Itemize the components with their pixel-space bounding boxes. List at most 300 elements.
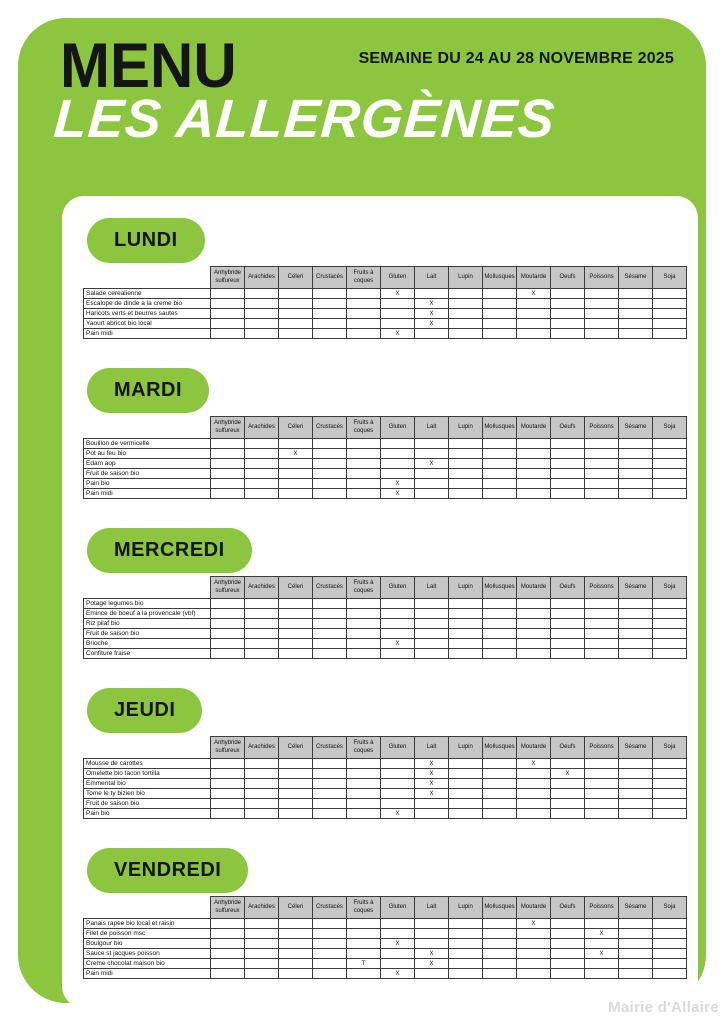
allergen-mark-cell: [517, 459, 551, 469]
day-badge: LUNDI: [87, 218, 205, 263]
dish-name-cell: Mousse de carottes: [84, 759, 211, 769]
allergen-mark-cell: [619, 469, 653, 479]
allergen-mark-cell: [347, 489, 381, 499]
dish-header-cell: [84, 577, 211, 599]
allergen-mark-cell: [415, 639, 449, 649]
allergen-mark-cell: [619, 459, 653, 469]
allergen-header-cell: Sésame: [619, 897, 653, 919]
allergen-mark-cell: [347, 609, 381, 619]
allergen-mark-cell: X: [415, 949, 449, 959]
allergen-mark-cell: [211, 649, 245, 659]
allergen-mark-cell: [551, 779, 585, 789]
allergen-mark-cell: [619, 599, 653, 609]
allergen-mark-cell: [279, 759, 313, 769]
allergen-mark-cell: [585, 459, 619, 469]
allergen-mark-cell: [483, 289, 517, 299]
allergen-mark-cell: [211, 919, 245, 929]
allergen-mark-cell: [279, 319, 313, 329]
allergen-header-cell: Fruits à coques: [347, 267, 381, 289]
allergen-mark-cell: [415, 809, 449, 819]
allergen-table: [83, 576, 687, 659]
allergen-mark-cell: [381, 619, 415, 629]
allergen-mark-cell: [211, 629, 245, 639]
allergen-mark-cell: [483, 649, 517, 659]
allergen-mark-cell: [381, 449, 415, 459]
allergen-header-cell: Mollusques: [483, 897, 517, 919]
allergen-mark-cell: [347, 629, 381, 639]
dish-header-cell: [84, 737, 211, 759]
allergen-mark-cell: [483, 939, 517, 949]
allergen-mark-cell: [619, 439, 653, 449]
allergen-mark-cell: [483, 809, 517, 819]
allergen-mark-cell: [381, 599, 415, 609]
allergen-mark-cell: [313, 329, 347, 339]
allergen-mark-cell: [483, 639, 517, 649]
allergen-mark-cell: [449, 779, 483, 789]
dish-row: [84, 289, 687, 299]
allergen-table: [83, 416, 687, 499]
allergen-mark-cell: [245, 809, 279, 819]
allergen-mark-cell: [313, 779, 347, 789]
allergen-mark-cell: [313, 759, 347, 769]
allergen-mark-cell: [245, 329, 279, 339]
allergen-mark-cell: [551, 799, 585, 809]
allergen-mark-cell: [381, 609, 415, 619]
day-section-vendredi: [83, 848, 698, 979]
allergen-mark-cell: [415, 329, 449, 339]
allergen-mark-cell: X: [415, 779, 449, 789]
allergen-mark-cell: [279, 299, 313, 309]
allergen-mark-cell: [551, 959, 585, 969]
allergen-mark-cell: [653, 459, 687, 469]
allergen-mark-cell: [619, 949, 653, 959]
allergen-mark-cell: [279, 939, 313, 949]
allergen-header-cell: Oeufs: [551, 897, 585, 919]
allergen-header-cell: Lait: [415, 267, 449, 289]
allergen-mark-cell: [619, 319, 653, 329]
allergen-mark-cell: [211, 299, 245, 309]
allergen-mark-cell: [483, 629, 517, 639]
allergen-header-cell: Arachides: [245, 267, 279, 289]
allergen-header-cell: Lait: [415, 417, 449, 439]
allergen-mark-cell: [483, 439, 517, 449]
allergen-mark-cell: [483, 619, 517, 629]
allergen-header-cell: Arachides: [245, 417, 279, 439]
dish-row: [84, 969, 687, 979]
allergen-mark-cell: [551, 289, 585, 299]
allergen-mark-cell: [211, 439, 245, 449]
allergen-header-cell: Moutarde: [517, 897, 551, 919]
dish-name-cell: Tome le ty bizien bio: [84, 789, 211, 799]
dish-name-cell: Emmental bio: [84, 779, 211, 789]
allergen-mark-cell: [245, 299, 279, 309]
allergen-mark-cell: [653, 649, 687, 659]
allergen-mark-cell: [245, 949, 279, 959]
allergen-mark-cell: [279, 469, 313, 479]
dish-row: [84, 959, 687, 969]
allergen-mark-cell: [415, 289, 449, 299]
allergen-header-cell: Soja: [653, 897, 687, 919]
allergen-mark-cell: [449, 459, 483, 469]
allergen-mark-cell: [653, 289, 687, 299]
allergen-mark-cell: [279, 779, 313, 789]
allergen-mark-cell: [245, 309, 279, 319]
allergen-mark-cell: [653, 629, 687, 639]
allergen-mark-cell: [211, 449, 245, 459]
allergen-mark-cell: [279, 619, 313, 629]
allergen-mark-cell: [415, 599, 449, 609]
allergen-mark-cell: [517, 449, 551, 459]
allergen-mark-cell: [415, 469, 449, 479]
allergen-mark-cell: [211, 789, 245, 799]
allergen-mark-cell: [245, 799, 279, 809]
allergen-header-cell: Soja: [653, 577, 687, 599]
allergen-mark-cell: X: [415, 299, 449, 309]
allergen-mark-cell: [619, 969, 653, 979]
allergen-mark-cell: [279, 799, 313, 809]
allergen-mark-cell: [415, 969, 449, 979]
allergen-mark-cell: [653, 619, 687, 629]
allergen-mark-cell: [619, 479, 653, 489]
allergen-mark-cell: [551, 609, 585, 619]
allergen-mark-cell: X: [381, 939, 415, 949]
dish-row: [84, 459, 687, 469]
allergen-mark-cell: [245, 449, 279, 459]
content-card: [62, 196, 698, 1008]
allergen-header-cell: Sésame: [619, 417, 653, 439]
allergen-mark-cell: [245, 459, 279, 469]
allergen-mark-cell: [619, 619, 653, 629]
allergen-mark-cell: [449, 449, 483, 459]
page-title: MENU: [60, 30, 237, 101]
allergen-mark-cell: [211, 619, 245, 629]
allergen-mark-cell: [211, 969, 245, 979]
allergen-mark-cell: [585, 309, 619, 319]
allergen-header-cell: Gluten: [381, 737, 415, 759]
allergen-mark-cell: [517, 959, 551, 969]
allergen-header-cell: Poissons: [585, 737, 619, 759]
days-container: [83, 218, 698, 979]
allergen-mark-cell: [347, 789, 381, 799]
allergen-mark-cell: [415, 619, 449, 629]
allergen-mark-cell: [245, 939, 279, 949]
allergen-mark-cell: [551, 489, 585, 499]
allergen-mark-cell: [381, 759, 415, 769]
allergen-mark-cell: [245, 649, 279, 659]
allergen-header-cell: Sésame: [619, 737, 653, 759]
allergen-mark-cell: [211, 289, 245, 299]
allergen-mark-cell: [381, 779, 415, 789]
allergen-header-cell: Mollusques: [483, 417, 517, 439]
dish-name-cell: Creme chocolat maison bio: [84, 959, 211, 969]
allergen-mark-cell: [279, 639, 313, 649]
allergen-header-cell: Moutarde: [517, 737, 551, 759]
allergen-mark-cell: [449, 599, 483, 609]
allergen-mark-cell: [279, 959, 313, 969]
allergen-header-cell: Fruits à coques: [347, 737, 381, 759]
allergen-mark-cell: [517, 609, 551, 619]
watermark: Mairie d'Allaire: [608, 999, 719, 1016]
allergen-mark-cell: [211, 489, 245, 499]
allergen-mark-cell: [449, 919, 483, 929]
allergen-mark-cell: [381, 469, 415, 479]
allergen-mark-cell: T: [347, 959, 381, 969]
allergen-mark-cell: [517, 799, 551, 809]
dish-name-cell: Yaourt abricot bio local: [84, 319, 211, 329]
allergen-mark-cell: [211, 479, 245, 489]
dish-name-cell: Edam aop: [84, 459, 211, 469]
allergen-mark-cell: [381, 959, 415, 969]
allergen-mark-cell: X: [415, 319, 449, 329]
allergen-mark-cell: [449, 939, 483, 949]
dish-name-cell: Pain midi: [84, 489, 211, 499]
allergen-mark-cell: [517, 769, 551, 779]
allergen-mark-cell: [279, 969, 313, 979]
allergen-mark-cell: [551, 939, 585, 949]
dish-name-cell: Pain midi: [84, 969, 211, 979]
allergen-mark-cell: [551, 309, 585, 319]
allergen-mark-cell: [381, 949, 415, 959]
allergen-mark-cell: [551, 929, 585, 939]
allergen-header-cell: Mollusques: [483, 577, 517, 599]
allergen-mark-cell: [619, 959, 653, 969]
allergen-mark-cell: [347, 619, 381, 629]
allergen-mark-cell: [347, 439, 381, 449]
allergen-mark-cell: [279, 439, 313, 449]
allergen-mark-cell: [313, 299, 347, 309]
allergen-mark-cell: [517, 329, 551, 339]
allergen-mark-cell: [415, 629, 449, 639]
allergen-header-row: [84, 737, 687, 759]
allergen-mark-cell: X: [381, 489, 415, 499]
allergen-mark-cell: [245, 779, 279, 789]
allergen-mark-cell: [585, 299, 619, 309]
allergen-mark-cell: [415, 609, 449, 619]
allergen-mark-cell: [347, 769, 381, 779]
allergen-mark-cell: [653, 309, 687, 319]
allergen-mark-cell: [211, 779, 245, 789]
allergen-mark-cell: [245, 609, 279, 619]
allergen-mark-cell: [517, 619, 551, 629]
allergen-mark-cell: [347, 289, 381, 299]
allergen-mark-cell: [585, 469, 619, 479]
allergen-mark-cell: [619, 799, 653, 809]
allergen-mark-cell: [551, 619, 585, 629]
allergen-mark-cell: [619, 649, 653, 659]
allergen-header-cell: Fruits à coques: [347, 577, 381, 599]
allergen-mark-cell: [619, 759, 653, 769]
allergen-mark-cell: [313, 439, 347, 449]
allergen-mark-cell: [619, 769, 653, 779]
allergen-mark-cell: [415, 939, 449, 949]
allergen-mark-cell: [653, 969, 687, 979]
allergen-mark-cell: [381, 789, 415, 799]
allergen-mark-cell: [653, 599, 687, 609]
allergen-header-cell: Sésame: [619, 267, 653, 289]
dish-header-cell: [84, 267, 211, 289]
allergen-mark-cell: [381, 799, 415, 809]
allergen-mark-cell: [483, 969, 517, 979]
allergen-mark-cell: [517, 439, 551, 449]
allergen-mark-cell: X: [415, 789, 449, 799]
allergen-header-cell: Oeufs: [551, 577, 585, 599]
allergen-header-cell: Gluten: [381, 267, 415, 289]
allergen-mark-cell: [279, 329, 313, 339]
dish-name-cell: Omelette bio facon tortilla: [84, 769, 211, 779]
dish-name-cell: Brioche: [84, 639, 211, 649]
allergen-mark-cell: [585, 639, 619, 649]
green-background-panel: [18, 18, 706, 1003]
allergen-mark-cell: [347, 799, 381, 809]
allergen-mark-cell: [483, 799, 517, 809]
allergen-header-cell: Lupin: [449, 577, 483, 599]
allergen-mark-cell: [313, 929, 347, 939]
allergen-mark-cell: [551, 629, 585, 639]
allergen-mark-cell: [313, 489, 347, 499]
allergen-mark-cell: [211, 769, 245, 779]
allergen-mark-cell: [211, 809, 245, 819]
allergen-mark-cell: X: [381, 289, 415, 299]
allergen-header-cell: Soja: [653, 417, 687, 439]
allergen-mark-cell: [449, 619, 483, 629]
allergen-mark-cell: X: [415, 959, 449, 969]
allergen-mark-cell: [313, 469, 347, 479]
allergen-mark-cell: [449, 479, 483, 489]
dish-row: [84, 609, 687, 619]
day-section-mercredi: [83, 528, 698, 659]
allergen-header-cell: Mollusques: [483, 267, 517, 289]
allergen-mark-cell: [313, 799, 347, 809]
allergen-mark-cell: [347, 599, 381, 609]
allergen-mark-cell: [211, 639, 245, 649]
allergen-mark-cell: [347, 919, 381, 929]
allergen-mark-cell: [279, 599, 313, 609]
allergen-mark-cell: [449, 309, 483, 319]
allergen-mark-cell: [347, 949, 381, 959]
allergen-header-cell: Lupin: [449, 737, 483, 759]
allergen-mark-cell: [245, 289, 279, 299]
dish-row: [84, 779, 687, 789]
allergen-mark-cell: [347, 649, 381, 659]
dish-row: [84, 759, 687, 769]
allergen-header-cell: Soja: [653, 267, 687, 289]
dish-name-cell: Fruit de saison bio: [84, 629, 211, 639]
allergen-mark-cell: [415, 929, 449, 939]
allergen-mark-cell: [517, 489, 551, 499]
allergen-mark-cell: [211, 309, 245, 319]
allergen-mark-cell: [483, 459, 517, 469]
allergen-mark-cell: [211, 469, 245, 479]
allergen-mark-cell: [483, 949, 517, 959]
allergen-mark-cell: [517, 929, 551, 939]
allergen-mark-cell: X: [381, 969, 415, 979]
allergen-mark-cell: X: [381, 479, 415, 489]
allergen-mark-cell: [347, 319, 381, 329]
allergen-mark-cell: [245, 439, 279, 449]
allergen-mark-cell: [585, 809, 619, 819]
dish-name-cell: Potage legumes bio: [84, 599, 211, 609]
allergen-mark-cell: [585, 439, 619, 449]
allergen-mark-cell: [551, 639, 585, 649]
allergen-header-row: [84, 417, 687, 439]
allergen-mark-cell: [347, 759, 381, 769]
allergen-mark-cell: [279, 929, 313, 939]
allergen-mark-cell: [449, 489, 483, 499]
allergen-mark-cell: [245, 469, 279, 479]
allergen-mark-cell: [483, 309, 517, 319]
dish-name-cell: Salade cerealienne: [84, 289, 211, 299]
allergen-mark-cell: [483, 469, 517, 479]
allergen-mark-cell: [517, 939, 551, 949]
allergen-header-cell: Crustacés: [313, 267, 347, 289]
allergen-mark-cell: [347, 969, 381, 979]
allergen-mark-cell: [245, 959, 279, 969]
allergen-mark-cell: [483, 759, 517, 769]
allergen-mark-cell: [449, 649, 483, 659]
allergen-mark-cell: [381, 929, 415, 939]
allergen-header-cell: Céleri: [279, 267, 313, 289]
allergen-mark-cell: [347, 309, 381, 319]
allergen-header-cell: Fruits à coques: [347, 897, 381, 919]
allergen-mark-cell: [279, 489, 313, 499]
allergen-header-cell: Crustacés: [313, 577, 347, 599]
allergen-mark-cell: [449, 639, 483, 649]
allergen-mark-cell: [483, 299, 517, 309]
dish-name-cell: Confiture fraise: [84, 649, 211, 659]
dish-name-cell: Sauce st jacques poisson: [84, 949, 211, 959]
allergen-mark-cell: [653, 479, 687, 489]
allergen-mark-cell: [279, 479, 313, 489]
allergen-mark-cell: [585, 479, 619, 489]
allergen-mark-cell: [313, 649, 347, 659]
allergen-mark-cell: [449, 799, 483, 809]
allergen-table: [83, 266, 687, 339]
allergen-mark-cell: [313, 919, 347, 929]
allergen-header-cell: Moutarde: [517, 417, 551, 439]
allergen-header-cell: Céleri: [279, 897, 313, 919]
allergen-table: [83, 736, 687, 819]
allergen-mark-cell: [619, 329, 653, 339]
allergen-mark-cell: X: [517, 919, 551, 929]
allergen-mark-cell: [245, 599, 279, 609]
dish-header-cell: [84, 897, 211, 919]
allergen-header-cell: Lupin: [449, 897, 483, 919]
allergen-header-cell: Gluten: [381, 897, 415, 919]
allergen-mark-cell: [449, 929, 483, 939]
allergen-mark-cell: [653, 919, 687, 929]
allergen-mark-cell: [517, 319, 551, 329]
allergen-mark-cell: [585, 789, 619, 799]
allergen-mark-cell: [347, 479, 381, 489]
allergen-mark-cell: X: [381, 639, 415, 649]
allergen-mark-cell: [619, 779, 653, 789]
allergen-mark-cell: [653, 959, 687, 969]
allergen-mark-cell: [483, 919, 517, 929]
allergen-mark-cell: [551, 469, 585, 479]
allergen-mark-cell: [551, 969, 585, 979]
allergen-header-cell: Arachides: [245, 897, 279, 919]
allergen-mark-cell: [245, 919, 279, 929]
allergen-mark-cell: [313, 459, 347, 469]
allergen-mark-cell: [551, 599, 585, 609]
allergen-mark-cell: [449, 969, 483, 979]
allergen-header-cell: Lait: [415, 577, 449, 599]
allergen-header-cell: Céleri: [279, 577, 313, 599]
allergen-mark-cell: [381, 319, 415, 329]
allergen-mark-cell: [211, 929, 245, 939]
allergen-mark-cell: [551, 449, 585, 459]
allergen-mark-cell: [381, 919, 415, 929]
